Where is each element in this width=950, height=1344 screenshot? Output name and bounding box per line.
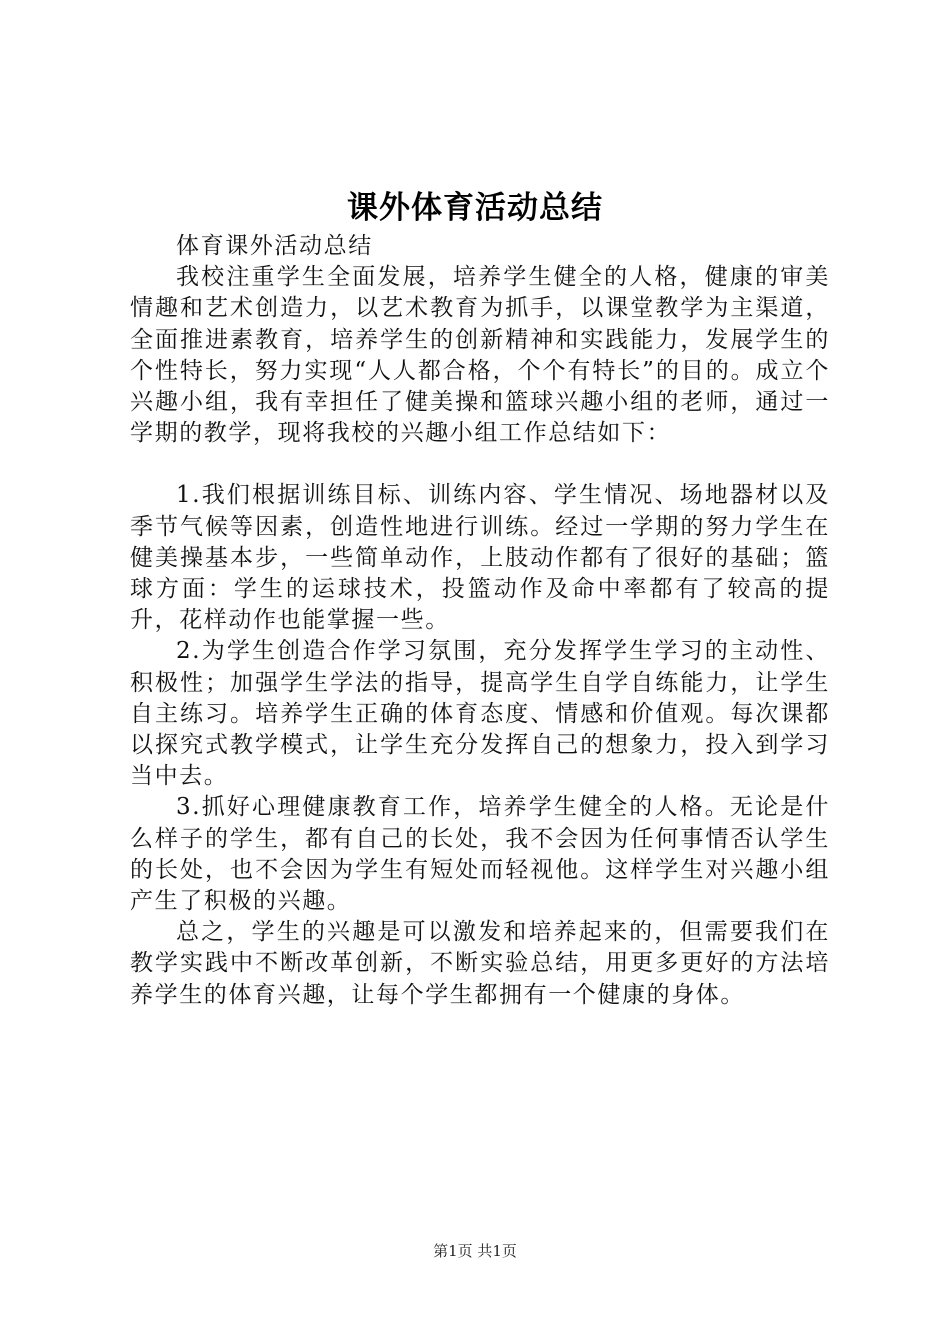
point-2-paragraph: 2.为学生创造合作学习氛围，充分发挥学生学习的主动性、积极性；加强学生学法的指导，提高学生自学自练能力，让学生自主练习。培养学生正确的体育态度、情感和价值观。每次课都以探究式教学模式，让学生充分发挥自己的想象力，投入到学习当中去。 xyxy=(130,638,830,790)
subtitle-paragraph: 体育课外活动总结 xyxy=(176,233,373,259)
point-1-paragraph: 1.我们根据训练目标、训练内容、学生情况、场地器材以及季节气候等因素，创造性地进行训练。经过一学期的努力学生在健美操基本步，一些简单动作，上肢动作都有了很好的基础；篮球方面：学生的运球技术，投篮动作及命中率都有了较高的提升，花样动作也能掌握一些。 xyxy=(130,482,830,634)
point-3-paragraph: 3.抓好心理健康教育工作，培养学生健全的人格。无论是什么样子的学生，都有自己的长处，我不会因为任何事情否认学生的长处，也不会因为学生有短处而轻视他。这样学生对兴趣小组产生了积极的兴趣。 xyxy=(130,794,830,915)
document-title: 课外体育活动总结 xyxy=(347,190,603,226)
conclusion-paragraph: 总之，学生的兴趣是可以激发和培养起来的，但需要我们在教学实践中不断改革创新，不断实验总结，用更多更好的方法培养学生的体育兴趣，让每个学生都拥有一个健康的身体。 xyxy=(130,919,830,1008)
document-body xyxy=(130,231,830,1011)
intro-paragraph: 我校注重学生全面发展，培养学生健全的人格，健康的审美情趣和艺术创造力，以艺术教育为抓手，以课堂教学为主渠道，全面推进素教育，培养学生的创新精神和实践能力，发展学生的个性特长，努力实现“人人都合格，个个有特长”的目的。成立个兴趣小组，我有幸担任了健美操和篮球兴趣小组的老师，通过一学期的教学，现将我校的兴趣小组工作总结如下： xyxy=(130,264,830,447)
paragraph-gap xyxy=(130,449,830,480)
page-footer: 第1页 共1页 xyxy=(433,1242,517,1260)
